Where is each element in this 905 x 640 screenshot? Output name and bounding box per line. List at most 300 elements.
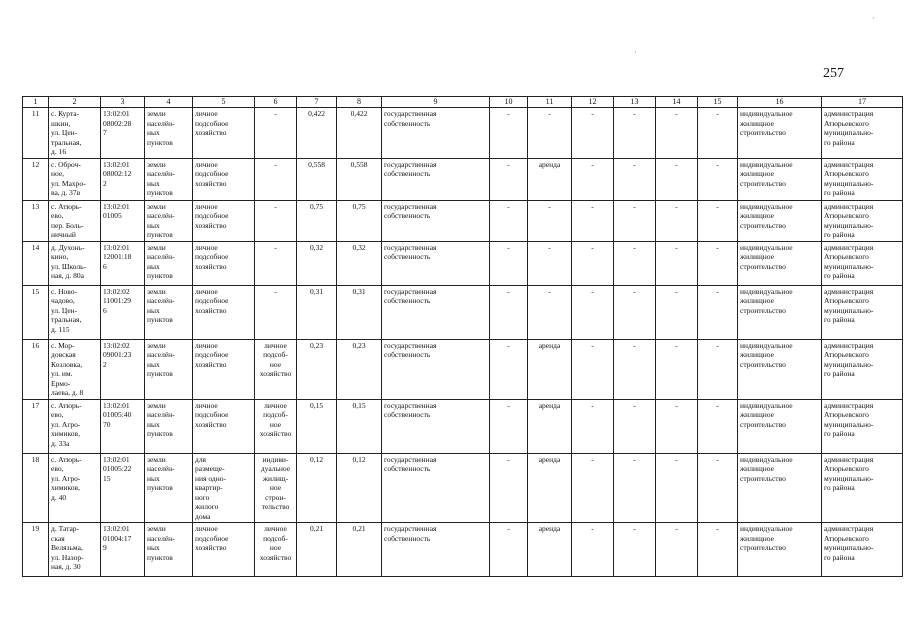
table-cell-col-14: [656, 339, 698, 399]
table-cell-col-7: [297, 241, 337, 285]
table-cell-col-14: [656, 241, 698, 285]
page-number: 257: [823, 66, 844, 81]
cell-text: 13:02:01 01004:17 9: [103, 524, 132, 552]
table-cell-col-4: [145, 523, 193, 577]
cell-text: -: [507, 286, 510, 296]
table-cell-col-16: [738, 158, 822, 200]
table-cell-col-11: [528, 158, 572, 200]
cell-text: -: [548, 201, 551, 211]
cell-text: государственная собственность: [384, 109, 437, 128]
cell-text: -: [591, 242, 594, 252]
cell-text: 11: [31, 109, 40, 118]
cell-text: -: [633, 286, 636, 296]
table-cell-col-8: [337, 108, 382, 159]
table-cell-col-12: [572, 241, 614, 285]
table-cell-col-11: [528, 523, 572, 577]
table-cell-col-3: [101, 200, 145, 241]
cell-text: индивидуальное жилищное строительство: [740, 524, 793, 552]
cell-text: земли населён- ных пунктов: [147, 242, 175, 280]
table-cell-col-4: [145, 241, 193, 285]
table-cell-col-15: [698, 241, 738, 285]
table-cell-col-7: [297, 399, 337, 453]
cell-text: аренда: [538, 159, 561, 169]
cell-text: 0,23: [352, 340, 366, 350]
table-cell-col-17: [822, 108, 903, 159]
table-cell-col-8: [337, 523, 382, 577]
cell-text: -: [507, 454, 510, 464]
table-cell-col-4: [145, 158, 193, 200]
column-header-2: 2: [49, 97, 101, 108]
cell-text: индивидуальное жилищное строительство: [740, 201, 793, 230]
cell-text: -: [274, 201, 277, 211]
cell-text: -: [591, 454, 594, 464]
table-cell-col-16: [738, 108, 822, 159]
cell-text: 15: [31, 286, 40, 296]
cell-text: -: [591, 109, 594, 118]
table-cell-col-10: [490, 399, 528, 453]
cell-text: -: [548, 286, 551, 296]
table-cell-col-10: [490, 108, 528, 159]
cell-text: земли населён- ных пунктов: [147, 201, 175, 239]
table-cell-col-6: [255, 339, 297, 399]
cell-text: д. Духонь- кино, ул. Школь- ная, д. 80а: [51, 242, 87, 280]
table-cell-col-10: [490, 523, 528, 577]
cell-text: личное подсобное хозяйство: [195, 524, 229, 552]
cell-text: администрация Атюрьевского муниципально- го района: [824, 242, 874, 280]
cell-text: земли населён- ных пунктов: [147, 109, 175, 147]
table-cell-col-12: [572, 523, 614, 577]
table-cell-col-8: [337, 399, 382, 453]
table-cell-col-3: [101, 108, 145, 159]
cell-text: 0,558: [308, 159, 325, 169]
table-cell-col-17: [822, 200, 903, 241]
cell-text: личное подсоб- ное хозяйство: [259, 340, 292, 378]
table-row: [23, 285, 903, 339]
cell-text: 18: [31, 454, 40, 464]
table-cell-col-7: [297, 108, 337, 159]
table-cell-col-3: [101, 453, 145, 523]
cell-text: 16: [31, 340, 40, 350]
table-cell-col-16: [738, 453, 822, 523]
table-cell-col-12: [572, 108, 614, 159]
cell-text: государственная собственность: [384, 159, 437, 178]
table-cell-col-12: [572, 399, 614, 453]
table-cell-col-3: [101, 523, 145, 577]
table-cell-col-12: [572, 200, 614, 241]
table-cell-col-11: [528, 200, 572, 241]
cell-text: -: [591, 201, 594, 211]
table-cell-col-15: [698, 158, 738, 200]
table-cell-col-1: [23, 523, 49, 577]
cell-text: индивидуальное жилищное строительство: [740, 159, 793, 188]
table-cell-col-7: [297, 523, 337, 577]
table-cell-col-14: [656, 523, 698, 577]
cell-text: -: [675, 454, 678, 464]
table-cell-col-4: [145, 453, 193, 523]
cell-text: 0,31: [352, 286, 366, 296]
cell-text: -: [716, 340, 719, 350]
table-cell-col-17: [822, 399, 903, 453]
table-cell-col-4: [145, 285, 193, 339]
cell-text: администрация Атюрьевского муниципально- го района: [824, 400, 874, 438]
cell-text: администрация Атюрьевского муниципально- го района: [824, 340, 874, 378]
table-cell-col-1: [23, 339, 49, 399]
table-cell-col-2: [49, 285, 101, 339]
cell-text: -: [675, 109, 678, 118]
table-cell-col-14: [656, 399, 698, 453]
table-cell-col-6: [255, 200, 297, 241]
cell-text: -: [716, 242, 719, 252]
cell-text: государственная собственность: [384, 242, 437, 261]
table-cell-col-8: [337, 285, 382, 339]
cell-text: для размеще- ния одно- квартир- ного жилого дома: [195, 454, 226, 521]
cell-text: индивидуальное жилищное строительство: [740, 400, 793, 429]
table-body: [23, 108, 903, 577]
cell-text: -: [591, 159, 594, 169]
column-header-5: 5: [193, 97, 255, 108]
table-cell-col-6: [255, 453, 297, 523]
cell-text: аренда: [538, 524, 561, 533]
cell-text: земли населён- ных пунктов: [147, 286, 175, 324]
cell-text: -: [716, 524, 719, 533]
table-cell-col-9: [382, 241, 490, 285]
cell-text: 0,75: [309, 201, 324, 211]
cell-text: земли населён- ных пунктов: [147, 524, 175, 562]
table-cell-col-2: [49, 241, 101, 285]
table-cell-col-7: [297, 453, 337, 523]
cell-text: аренда: [538, 454, 561, 464]
table-row: [23, 241, 903, 285]
cell-text: -: [507, 400, 510, 410]
cell-text: 0,422: [350, 109, 368, 118]
table-cell-col-11: [528, 285, 572, 339]
table-cell-col-12: [572, 158, 614, 200]
cell-text: государственная собственность: [384, 286, 437, 305]
cell-text: администрация Атюрьевского муниципально- го района: [824, 454, 874, 492]
cell-text: -: [633, 109, 636, 118]
table-cell-col-17: [822, 158, 903, 200]
table-cell-col-13: [614, 158, 656, 200]
table-cell-col-13: [614, 523, 656, 577]
table-cell-col-3: [101, 241, 145, 285]
dot-mark: ·: [634, 48, 637, 57]
table-cell-col-15: [698, 200, 738, 241]
cell-text: индивидуальное жилищное строительство: [740, 242, 793, 271]
table-cell-col-9: [382, 200, 490, 241]
table-cell-col-4: [145, 200, 193, 241]
cell-text: -: [633, 454, 636, 464]
cell-text: 13:02:01 01005:40 70: [103, 400, 132, 429]
table-row: [23, 453, 903, 523]
cell-text: -: [548, 109, 551, 118]
table-cell-col-12: [572, 339, 614, 399]
table-cell-col-1: [23, 285, 49, 339]
table-row: [23, 108, 903, 159]
cell-text: -: [591, 400, 594, 410]
table-cell-col-1: [23, 158, 49, 200]
table-cell-col-11: [528, 339, 572, 399]
cell-text: -: [633, 201, 636, 211]
column-header-11: 11: [528, 97, 572, 108]
cell-text: личное подсобное хозяйство: [195, 242, 229, 271]
table-cell-col-13: [614, 453, 656, 523]
table-cell-col-13: [614, 399, 656, 453]
table-cell-col-16: [738, 241, 822, 285]
cell-text: -: [507, 242, 510, 252]
cell-text: -: [274, 286, 277, 296]
table-cell-col-9: [382, 523, 490, 577]
cell-text: 0,21: [309, 524, 324, 533]
cell-text: -: [675, 159, 678, 169]
cell-text: государственная собственность: [384, 524, 437, 543]
column-header-16: 16: [738, 97, 822, 108]
cell-text: 19: [31, 524, 40, 533]
cell-text: индивидуальное жилищное строительство: [740, 286, 793, 315]
column-header-6: 6: [255, 97, 297, 108]
cell-text: 13:02:01 01005:22 15: [103, 454, 132, 483]
cell-text: 0,12: [352, 454, 366, 464]
column-header-10: 10: [490, 97, 528, 108]
table-cell-col-1: [23, 241, 49, 285]
cell-text: -: [633, 242, 636, 252]
cell-text: с. Мор- довская Козловка, ул. им. Ермо- лаева, д. 8: [51, 340, 84, 397]
table-cell-col-16: [738, 339, 822, 399]
cell-text: 13:02:01 08002:12 2: [103, 159, 132, 188]
cell-text: личное подсоб- ное хозяйство: [259, 400, 292, 438]
cell-text: личное подсобное хозяйство: [195, 400, 229, 429]
cell-text: 0,15: [309, 400, 324, 410]
cell-text: -: [274, 242, 277, 252]
table-cell-col-2: [49, 339, 101, 399]
cell-text: 13: [31, 201, 40, 211]
table-cell-col-2: [49, 200, 101, 241]
cell-text: -: [507, 109, 510, 118]
table-cell-col-2: [49, 453, 101, 523]
cell-text: аренда: [538, 400, 561, 410]
cell-text: администрация Атюрьевского муниципально- го района: [824, 524, 874, 562]
table-cell-col-9: [382, 453, 490, 523]
table-cell-col-14: [656, 200, 698, 241]
table-cell-col-17: [822, 523, 903, 577]
table-cell-col-1: [23, 108, 49, 159]
cell-text: 0,31: [309, 286, 324, 296]
table-cell-col-3: [101, 285, 145, 339]
column-header-4: 4: [145, 97, 193, 108]
cell-text: личное подсобное хозяйство: [195, 340, 229, 369]
table-cell-col-14: [656, 108, 698, 159]
table-cell-col-3: [101, 158, 145, 200]
table-cell-col-6: [255, 158, 297, 200]
table-cell-col-5: [193, 453, 255, 523]
cell-text: государственная собственность: [384, 400, 437, 419]
table-cell-col-7: [297, 285, 337, 339]
table-cell-col-9: [382, 399, 490, 453]
cell-text: -: [675, 340, 678, 350]
table-row: [23, 158, 903, 200]
cell-text: 13:02:02 11001:29 6: [103, 286, 132, 315]
cell-text: -: [591, 286, 594, 296]
table-cell-col-5: [193, 108, 255, 159]
cell-text: -: [591, 340, 594, 350]
column-header-9: 9: [382, 97, 490, 108]
cell-text: -: [675, 524, 678, 533]
table-cell-col-15: [698, 339, 738, 399]
table-cell-col-6: [255, 523, 297, 577]
table-cell-col-16: [738, 523, 822, 577]
cell-text: 0,12: [309, 454, 324, 464]
column-header-3: 3: [101, 97, 145, 108]
table-cell-col-10: [490, 241, 528, 285]
table-row: [23, 200, 903, 241]
table-cell-col-8: [337, 200, 382, 241]
cell-text: 14: [31, 242, 40, 252]
cell-text: -: [507, 340, 510, 350]
table-cell-col-7: [297, 339, 337, 399]
table-cell-col-5: [193, 339, 255, 399]
cell-text: индивидуальное жилищное строительство: [740, 109, 793, 137]
cell-text: администрация Атюрьевского муниципально- го района: [824, 201, 874, 239]
cell-text: д. Татар- ская Велязьма, ул. Назор- ная, д. 30: [51, 524, 84, 571]
cell-text: -: [507, 524, 510, 533]
cell-text: администрация Атюрьевского муниципально- го района: [824, 109, 874, 147]
table-cell-col-2: [49, 399, 101, 453]
table-cell-col-4: [145, 108, 193, 159]
table-cell-col-12: [572, 285, 614, 339]
table-cell-col-16: [738, 285, 822, 339]
table-cell-col-12: [572, 453, 614, 523]
table-cell-col-17: [822, 241, 903, 285]
table-cell-col-5: [193, 285, 255, 339]
table-cell-col-5: [193, 523, 255, 577]
cell-text: индивидуальное жилищное строительство: [740, 454, 793, 483]
cell-text: аренда: [538, 340, 561, 350]
cell-text: государственная собственность: [384, 201, 437, 220]
cell-text: с. Курта- шкин, ул. Цен- тральная, д. 16: [51, 109, 82, 156]
cell-text: индиви- дуальное жилищ- ное строи- тельство: [260, 454, 291, 511]
table-cell-col-17: [822, 453, 903, 523]
cell-text: -: [633, 524, 636, 533]
table-cell-col-15: [698, 453, 738, 523]
table-cell-col-5: [193, 241, 255, 285]
cell-text: -: [548, 242, 551, 252]
table-cell-col-5: [193, 200, 255, 241]
column-header-15: 15: [698, 97, 738, 108]
cell-text: личное подсобное хозяйство: [195, 109, 229, 137]
cell-text: администрация Атюрьевского муниципально- го района: [824, 286, 874, 324]
cell-text: индивидуальное жилищное строительство: [740, 340, 793, 369]
cell-text: 0,32: [309, 242, 324, 252]
table-cell-col-9: [382, 108, 490, 159]
cell-text: -: [633, 159, 636, 169]
cell-text: -: [716, 109, 719, 118]
cell-text: -: [274, 159, 277, 169]
cell-text: 0,21: [352, 524, 366, 533]
table-cell-col-2: [49, 523, 101, 577]
table-cell-col-11: [528, 453, 572, 523]
table-cell-col-17: [822, 285, 903, 339]
cell-text: с. Оброч- ное, ул. Махро- ва, д. 37в: [51, 159, 86, 197]
table-cell-col-11: [528, 241, 572, 285]
table-cell-col-13: [614, 200, 656, 241]
cell-text: -: [675, 286, 678, 296]
table-cell-col-11: [528, 399, 572, 453]
land-plots-table: [22, 96, 903, 577]
cell-text: личное подсобное хозяйство: [195, 159, 229, 188]
table-cell-col-6: [255, 399, 297, 453]
table-cell-col-10: [490, 200, 528, 241]
table-cell-col-6: [255, 108, 297, 159]
table-cell-col-3: [101, 339, 145, 399]
table-cell-col-2: [49, 108, 101, 159]
table-cell-col-9: [382, 158, 490, 200]
cell-text: 13:02:01 12001:18 6: [103, 242, 132, 271]
cell-text: -: [716, 159, 719, 169]
cell-text: 13:02:01 08002:28 7: [103, 109, 132, 137]
cell-text: личное подсобное хозяйство: [195, 286, 229, 315]
cell-text: земли населён- ных пунктов: [147, 340, 175, 378]
cell-text: 0,32: [352, 242, 366, 252]
cell-text: 17: [31, 400, 40, 410]
table-cell-col-1: [23, 399, 49, 453]
table-row: [23, 339, 903, 399]
table-cell-col-14: [656, 453, 698, 523]
table-cell-col-13: [614, 108, 656, 159]
cell-text: -: [274, 109, 277, 118]
cell-text: -: [591, 524, 594, 533]
table-cell-col-15: [698, 108, 738, 159]
column-header-14: 14: [656, 97, 698, 108]
cell-text: с. Атюрь- ево, ул. Агро- химиков, д. 33а: [51, 400, 82, 448]
table-cell-col-16: [738, 399, 822, 453]
column-header-8: 8: [337, 97, 382, 108]
table-cell-col-6: [255, 241, 297, 285]
table-row: [23, 523, 903, 577]
table-cell-col-3: [101, 399, 145, 453]
table-cell-col-14: [656, 158, 698, 200]
table-cell-col-4: [145, 399, 193, 453]
table-cell-col-14: [656, 285, 698, 339]
column-header-12: 12: [572, 97, 614, 108]
cell-text: 12: [31, 159, 40, 169]
table-cell-col-2: [49, 158, 101, 200]
column-header-13: 13: [614, 97, 656, 108]
cell-text: -: [675, 400, 678, 410]
cell-text: -: [716, 400, 719, 410]
table-cell-col-6: [255, 285, 297, 339]
cell-text: с. Атюрь- ево, пер. Боль- ничный: [51, 201, 84, 239]
table-cell-col-7: [297, 158, 337, 200]
cell-text: 0,15: [352, 400, 366, 410]
cell-text: земли населён- ных пунктов: [147, 400, 175, 438]
cell-text: -: [716, 286, 719, 296]
table-cell-col-10: [490, 339, 528, 399]
cell-text: 0,23: [309, 340, 324, 350]
table-cell-col-17: [822, 339, 903, 399]
table-cell-col-10: [490, 158, 528, 200]
cell-text: -: [716, 201, 719, 211]
table-cell-col-5: [193, 399, 255, 453]
table-cell-col-5: [193, 158, 255, 200]
cell-text: земли населён- ных пунктов: [147, 159, 175, 197]
table-cell-col-10: [490, 285, 528, 339]
cell-text: 0,75: [352, 201, 366, 211]
cell-text: -: [675, 201, 678, 211]
column-header-1: 1: [23, 97, 49, 108]
cell-text: -: [675, 242, 678, 252]
table-row: [23, 399, 903, 453]
cell-text: администрация Атюрьевского муниципально- го района: [824, 159, 874, 197]
table-cell-col-11: [528, 108, 572, 159]
